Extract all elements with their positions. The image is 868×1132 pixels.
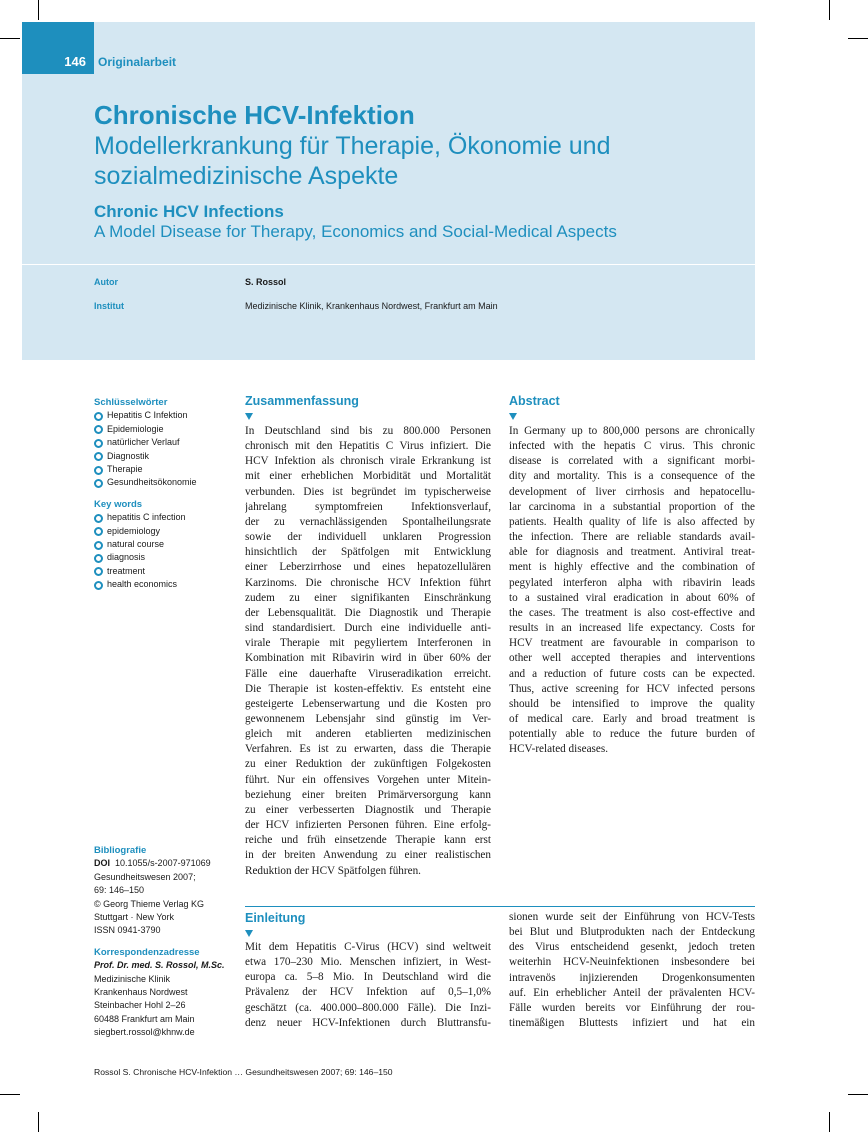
text-line: sind standardisiert. Durch eine individuelle anti- <box>245 622 491 635</box>
text-line: mit einer erheblichen Morbidität und Mortalität <box>245 470 491 483</box>
crop-mark <box>0 1094 20 1095</box>
text-line: beziehung einer breiten Primärversorgung kann <box>245 788 491 801</box>
crop-mark <box>848 1094 868 1095</box>
text-line: etwa 170–230 Mio. Menschen infiziert, in West- <box>245 956 491 969</box>
keywords-block <box>94 396 239 592</box>
text-line: denz neuer HCV-Infektionen durch Bluttransfu- <box>245 1016 491 1029</box>
bibliography-line: ISSN 0941-3790 <box>94 925 161 936</box>
keyword-label: treatment <box>107 565 146 576</box>
bullet-circle-icon <box>94 541 103 550</box>
doi-line <box>94 857 239 870</box>
zusammenfassung-text <box>245 424 491 879</box>
bibliography-line: 69: 146–150 <box>94 885 145 896</box>
bullet-circle-icon <box>94 527 103 536</box>
keyword-label: Epidemiologie <box>107 423 164 434</box>
text-line: zu einer verbesserten Diagnostik und Therapie <box>245 803 491 816</box>
subtitle-german: Modellerkrankung für Therapie, Ökonomie und sozialmedizinische Aspekte <box>94 132 611 190</box>
text-line: of medical care. Early and broad treatment is <box>509 712 755 725</box>
text-line: dity and mortality. This is a consequence of the <box>509 470 755 483</box>
footer-citation: Rossol S. Chronische HCV-Infektion … Gesundheitswesen 2007; 69: 146–150 <box>94 1067 393 1077</box>
keyword-label: Gesundheitsökonomie <box>107 477 197 488</box>
text-line: geschätzt (ca. 400.000–800.000 Fälle). Die Inzi- <box>245 1001 491 1014</box>
keyword-item <box>94 463 239 476</box>
text-line: able for diagnosis and treatment. Antiviral treat- <box>509 546 755 559</box>
keyword-label: health economics <box>107 579 178 590</box>
text-line: other well accepted therapies and interventions <box>509 652 755 665</box>
text-line: Prävalenz der HCV Infektion auf 0,5–1,0% <box>245 986 491 999</box>
text-line: development of liver cirrhosis and hepatocellu- <box>509 485 755 498</box>
text-line: in der breiten Anwendung zu einer realistischen <box>245 849 491 862</box>
doi-label: DOI <box>94 858 111 869</box>
correspondence-lines <box>94 973 239 1040</box>
bullet-circle-icon <box>94 567 103 576</box>
keyword-label: Therapie <box>107 464 143 475</box>
institute-name: Medizinische Klinik, Krankenhaus Nordwest, Frankfurt am Main <box>245 301 498 311</box>
text-line: patients. Health quality of life is also affected by <box>509 515 755 528</box>
keyword-item <box>94 409 239 422</box>
keywords-english-list <box>94 511 239 591</box>
correspondence-line: Steinbacher Hohl 2–26 <box>94 1000 186 1011</box>
text-line: Reduktion der HCV Spätfolgen führen. <box>245 864 421 877</box>
crop-mark <box>0 38 20 39</box>
bibliography-lines <box>94 871 239 938</box>
bullet-circle-icon <box>94 412 103 421</box>
text-line: disease is correlated with a significant morbi- <box>509 455 755 468</box>
bibliography-line: Stuttgart · New York <box>94 912 175 923</box>
triangle-marker-icon <box>245 930 253 937</box>
correspondence-line: Krankenhaus Nordwest <box>94 987 188 998</box>
bullet-circle-icon <box>94 479 103 488</box>
keyword-label: diagnosis <box>107 552 146 563</box>
title-english: Chronic HCV Infections <box>94 202 284 221</box>
keyword-item <box>94 525 239 538</box>
subtitle-english: A Model Disease for Therapy, Economics and Social-Medical Aspects <box>94 222 617 241</box>
text-line: der HCV infizierten Personen führen. Eine erfolg- <box>245 819 491 832</box>
einleitung-heading: Einleitung <box>245 911 306 925</box>
text-line: führt. Nur ein offensives Vorgehen unter Mitein- <box>245 773 491 786</box>
text-line: ment is highly effective and the combination of <box>509 561 755 574</box>
text-line: bei Blut und Blutprodukten nach der Entdeckung <box>509 926 755 939</box>
section-divider <box>245 906 755 907</box>
correspondence-line: siegbert.rossol@khnw.de <box>94 1027 195 1038</box>
keyword-item <box>94 423 239 436</box>
keyword-item <box>94 436 239 449</box>
text-line: jahrelang symptomfreien Infektionsverlauf, <box>245 500 491 513</box>
text-line: auf. Ein erheblicher Anteil der prävalenten HCV- <box>509 986 755 999</box>
crop-mark <box>829 0 830 20</box>
text-line: potentially able to reduce the future burden of <box>509 728 755 741</box>
text-line: europa ca. 5–8 Mio. In Deutschland wird die <box>245 971 491 984</box>
header-divider <box>22 264 755 265</box>
text-line: sowie der individuell unklaren Progression <box>245 531 491 544</box>
text-line: Thus, active screening for HCV infected persons <box>509 682 755 695</box>
correspondence-heading: Korrespondenzadresse <box>94 946 200 958</box>
text-line: Karzinoms. Die chronische HCV Infektion führt <box>245 576 491 589</box>
text-line: gleich mit anderen etablierten medizinischen <box>245 728 491 741</box>
abstract-heading: Abstract <box>509 394 560 408</box>
keyword-item <box>94 511 239 524</box>
text-line: In Deutschland sind bis zu 800.000 Personen <box>245 425 491 437</box>
text-line: reiche und früh einsetzende Therapie kann erst <box>245 834 491 847</box>
text-line: tinemäßigen Bluttests infiziert und hat ein <box>509 1017 755 1030</box>
author-name: S. Rossol <box>245 277 287 287</box>
text-line: chronisch mit den Hepatitis C Virus infiziert. Die <box>245 440 491 453</box>
bibliography-heading: Bibliografie <box>94 845 147 856</box>
text-line: HCV-related diseases. <box>509 743 609 756</box>
text-line: intravenös injizierenden Drogenkonsumenten <box>509 971 755 984</box>
text-line: einer Leberzirrhose und eines hepatozellulären <box>245 561 491 574</box>
text-line: In Germany up to 800,000 persons are chronically <box>509 425 755 437</box>
triangle-marker-icon <box>509 413 517 420</box>
keywords-english-heading: Key words <box>94 498 143 510</box>
correspondence-line: 60488 Frankfurt am Main <box>94 1013 195 1024</box>
text-line: zu einer Reduktion der zukünftigen Folgekosten <box>245 758 491 771</box>
bullet-circle-icon <box>94 581 103 590</box>
text-line: infected with the hepatis C virus. This chronic <box>509 440 755 453</box>
page-number: 146 <box>64 54 86 69</box>
text-line: des Virus entscheidend gesenkt, jedoch treten <box>509 941 755 954</box>
section-label: Originalarbeit <box>98 55 177 69</box>
bibliography-line: Gesundheitswesen 2007; <box>94 871 196 882</box>
einleitung-text-right <box>509 910 755 1031</box>
keyword-label: hepatitis C infection <box>107 512 186 523</box>
bibliography-block <box>94 844 239 1040</box>
zusammenfassung-heading: Zusammenfassung <box>245 394 359 408</box>
bullet-circle-icon <box>94 425 103 434</box>
text-line: Die Therapie ist kosten-effektiv. Es entsteht eine <box>245 682 491 695</box>
keyword-item <box>94 450 239 463</box>
keyword-item <box>94 551 239 564</box>
bibliography-line: © Georg Thieme Verlag KG <box>94 898 205 909</box>
text-line: sionen wurde seit der Einführung von HCV-Tests <box>509 911 755 923</box>
crop-mark <box>38 1112 39 1132</box>
crop-mark <box>848 38 868 39</box>
keyword-label: natürlicher Verlauf <box>107 437 180 448</box>
text-line: the infection. There are reliable standards avail- <box>509 531 755 544</box>
text-line: to a sustained viral eradication in about 60% of <box>509 591 755 604</box>
text-line: and a reduction of future costs can be expected. <box>509 667 755 680</box>
keyword-item <box>94 565 239 578</box>
einleitung-text-left <box>245 940 491 1031</box>
keyword-item <box>94 538 239 551</box>
bullet-circle-icon <box>94 554 103 563</box>
text-line: weiterhin HCV-Neuinfektionen insbesondere bei <box>509 956 755 969</box>
keywords-german-list <box>94 409 239 489</box>
text-line: should be intensified to improve the quality <box>509 697 755 710</box>
abstract-text <box>509 424 755 757</box>
correspondence-line: Medizinische Klinik <box>94 973 171 984</box>
keyword-item <box>94 578 239 591</box>
crop-mark <box>829 1112 830 1132</box>
crop-mark <box>38 0 39 20</box>
text-line: Mit dem Hepatitis C-Virus (HCV) sind weltweit <box>245 941 491 953</box>
text-line: Fälle eine dauerhafte Viruseradikation erreicht. <box>245 667 491 680</box>
triangle-marker-icon <box>245 413 253 420</box>
bullet-circle-icon <box>94 466 103 475</box>
text-line: HCV Infektion als chronisch virale Erkrankung ist <box>245 455 491 468</box>
correspondence-name: Prof. Dr. med. S. Rossol, M.Sc. <box>94 960 225 971</box>
bullet-circle-icon <box>94 439 103 448</box>
text-line: Kombination mit Ribavirin wird in über 60% der <box>245 652 491 665</box>
keyword-item <box>94 476 239 489</box>
text-line: der zu vernachlässigenden Spontalheilungsrate <box>245 515 491 528</box>
text-line: HCV treatment are favourable in comparison to <box>509 637 755 650</box>
text-line: the cases. The treatment is also cost-effective and <box>509 606 755 619</box>
text-line: results in an increased life expectancy. Costs for <box>509 622 755 635</box>
keyword-label: epidemiology <box>107 525 161 536</box>
keyword-label: Hepatitis C Infektion <box>107 410 188 421</box>
text-line: lar carcinoma in a substantial proportion of the <box>509 500 755 513</box>
doi-link[interactable]: 10.1055/s-2007-971069 <box>115 858 211 869</box>
text-line: gewonnenem Lebensjahr sind günstig im Ver- <box>245 712 491 725</box>
text-line: Verfahren. Es ist zu erwarten, dass die Therapie <box>245 743 491 756</box>
keyword-label: natural course <box>107 539 165 550</box>
institute-label: Institut <box>94 301 124 311</box>
text-line: gesteigerte Lebenserwartung und die Kosten pro <box>245 697 491 710</box>
text-line: zudem zu einer signifikanten Einschränkung <box>245 591 491 604</box>
keywords-german-heading: Schlüsselwörter <box>94 397 168 408</box>
text-line: Fälle wurden bereits vor Einführung der rou- <box>509 1001 755 1014</box>
bullet-circle-icon <box>94 514 103 523</box>
text-line: der Lebensqualität. Die Diagnostik und Therapie <box>245 606 491 619</box>
keyword-label: Diagnostik <box>107 450 150 461</box>
text-line: verbunden. Dies ist begründet im typischerweise <box>245 485 491 498</box>
title-german: Chronische HCV-Infektion <box>94 100 415 130</box>
text-line: pegylated interferon alpha with ribavirin leads <box>509 576 755 589</box>
text-line: virale Therapie mit pegyliertem Interferonen in <box>245 637 491 650</box>
author-label: Autor <box>94 277 118 287</box>
text-line: hinsichtlich der Spätfolgen mit Entwicklung <box>245 546 491 559</box>
bullet-circle-icon <box>94 452 103 461</box>
